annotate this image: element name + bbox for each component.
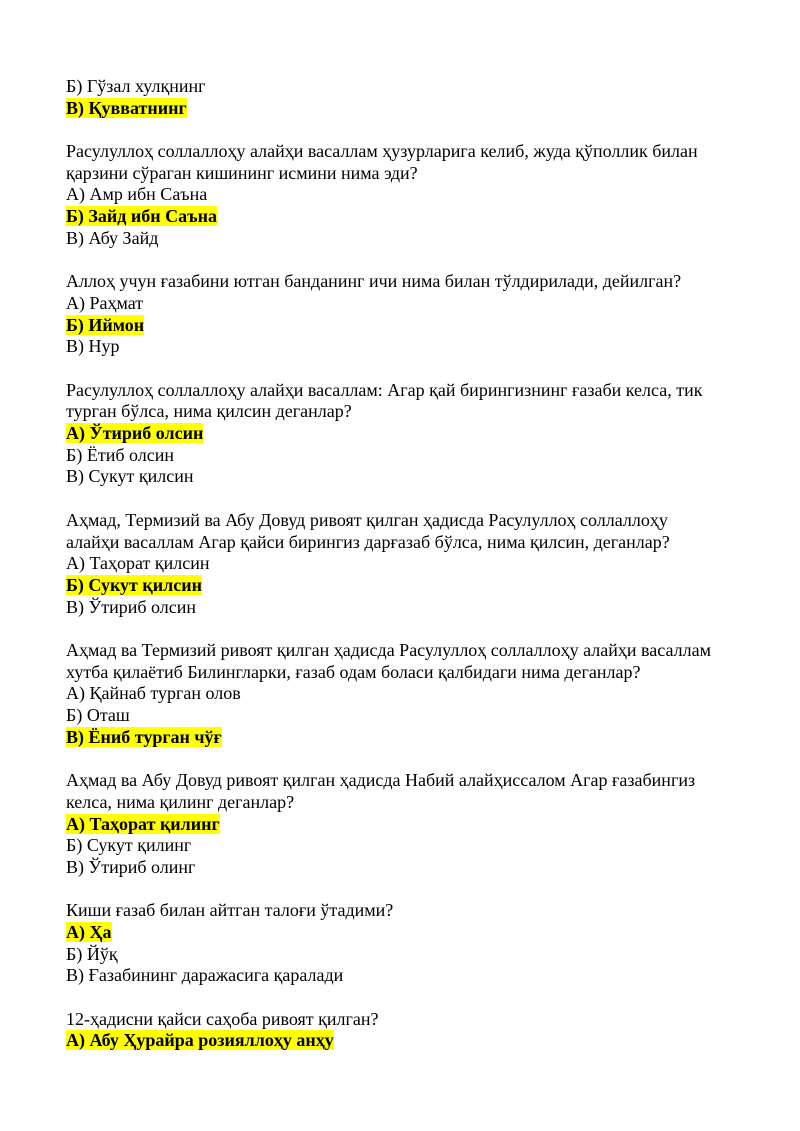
answer-text: В) Сукут қилсин: [66, 466, 194, 487]
answer-text: В) Абу Зайд: [66, 227, 159, 248]
correct-answer-text: В) Ёниб турган чўғ: [66, 726, 222, 747]
correct-answer-option: [66, 575, 756, 597]
document-page: [66, 76, 756, 1052]
correct-answer-text: А) Абу Ҳурайра розияллоҳу анҳу: [66, 1030, 334, 1051]
question-block: [66, 271, 756, 358]
question-text: Аҳмад ва Абу Довуд ривоят қилган ҳадисда Набий алайҳиссалом Агар ғазабингиз: [66, 770, 696, 791]
question-text: Расулуллоҳ соллаллоҳу алайҳи васаллам ҳузурларига келиб, жуда қўполлик билан: [66, 141, 698, 162]
question-text: келса, нима қилинг деганлар?: [66, 791, 295, 812]
question-text: Киши ғазаб билан айтган талоғи ўтадими?: [66, 900, 394, 921]
answer-option: [66, 76, 756, 98]
spacer: [66, 488, 756, 510]
intro-options: [66, 76, 756, 119]
question-text: хутба қилаётиб Билингларки, ғазаб одам боласи қалбидаги нима деганлар?: [66, 661, 641, 682]
answer-text: Б) Йўқ: [66, 943, 118, 964]
question-text: Аҳмад ва Термизий ривоят қилган ҳадисда Расулуллоҳ соллаллоҳу алайҳи васаллам: [66, 639, 711, 660]
correct-answer-option: [66, 922, 756, 944]
answer-option: [66, 835, 756, 857]
question-text: Аҳмад, Термизий ва Абу Довуд ривоят қилган ҳадисда Расулуллоҳ соллаллоҳу: [66, 509, 668, 530]
answer-option: [66, 683, 756, 705]
correct-answer-option: [66, 206, 756, 228]
question-text: қарзини сўраган кишининг исмини нима эди?: [66, 162, 418, 183]
answer-text: А) Амр ибн Саъна: [66, 184, 208, 205]
question-text: Расулуллоҳ соллаллоҳу алайҳи васаллам: Агар қай бирингизнинг ғазаби келса, тик: [66, 379, 703, 400]
answer-option: [66, 466, 756, 488]
spacer: [66, 748, 756, 770]
spacer: [66, 250, 756, 272]
answer-option: [66, 944, 756, 966]
answer-text: Б) Сукут қилинг: [66, 835, 192, 856]
answer-text: А) Қайнаб турган олов: [66, 683, 241, 704]
answer-option: [66, 336, 756, 358]
question-block: [66, 900, 756, 987]
correct-answer-text: Б) Иймон: [66, 314, 145, 335]
answer-text: В) Ўтириб олсин: [66, 596, 197, 617]
question-block: [66, 770, 756, 878]
correct-answer-text: А) Таҳорат қилинг: [66, 813, 220, 834]
question-block: [66, 141, 756, 249]
answer-text: А) Таҳорат қилсин: [66, 553, 210, 574]
spacer: [66, 879, 756, 901]
answer-option: [66, 228, 756, 250]
question-block: [66, 1009, 756, 1052]
answer-text: В) Ғазабининг даражасига қаралади: [66, 965, 344, 986]
question-list: [66, 119, 756, 1052]
spacer: [66, 119, 756, 141]
question-block: [66, 640, 756, 748]
correct-answer-option: [66, 423, 756, 445]
correct-answer-option: [66, 1030, 756, 1052]
correct-answer-text: А) Ҳа: [66, 922, 112, 942]
question-text: алайҳи васаллам Агар қайси бирингиз дарғазаб бўлса, нима қилсин, деганлар?: [66, 531, 670, 552]
question-block: [66, 380, 756, 488]
spacer: [66, 618, 756, 640]
answer-option: [66, 553, 756, 575]
answer-text: Б) Оташ: [66, 705, 130, 726]
answer-option: [66, 857, 756, 879]
correct-answer-option: [66, 814, 756, 836]
correct-answer-text: Б) Зайд ибн Саъна: [66, 206, 217, 227]
answer-option: [66, 597, 756, 619]
answer-text: В) Нур: [66, 336, 120, 357]
spacer: [66, 358, 756, 380]
answer-text: Б) Гўзал хулқнинг: [66, 76, 206, 96]
question-text: Аллоҳ учун ғазабини ютган банданинг ичи нима билан тўлдирилади, дейилган?: [66, 271, 682, 292]
correct-answer-option: [66, 315, 756, 337]
answer-option: [66, 445, 756, 467]
answer-option: [66, 184, 756, 206]
correct-answer-option: [66, 727, 756, 749]
correct-answer-option: [66, 98, 756, 120]
answer-option: [66, 293, 756, 315]
correct-answer-text: В) Қувватнинг: [66, 97, 187, 118]
answer-text: А) Раҳмат: [66, 292, 144, 313]
answer-option: [66, 705, 756, 727]
correct-answer-text: А) Ўтириб олсин: [66, 423, 204, 444]
question-text: 12-ҳадисни қайси саҳоба ривоят қилган?: [66, 1008, 379, 1029]
correct-answer-text: Б) Сукут қилсин: [66, 574, 202, 595]
question-block: [66, 510, 756, 618]
question-text: турган бўлса, нима қилсин деганлар?: [66, 401, 352, 422]
answer-option: [66, 965, 756, 987]
spacer: [66, 987, 756, 1009]
answer-text: В) Ўтириб олинг: [66, 856, 196, 877]
answer-text: Б) Ётиб олсин: [66, 444, 174, 465]
